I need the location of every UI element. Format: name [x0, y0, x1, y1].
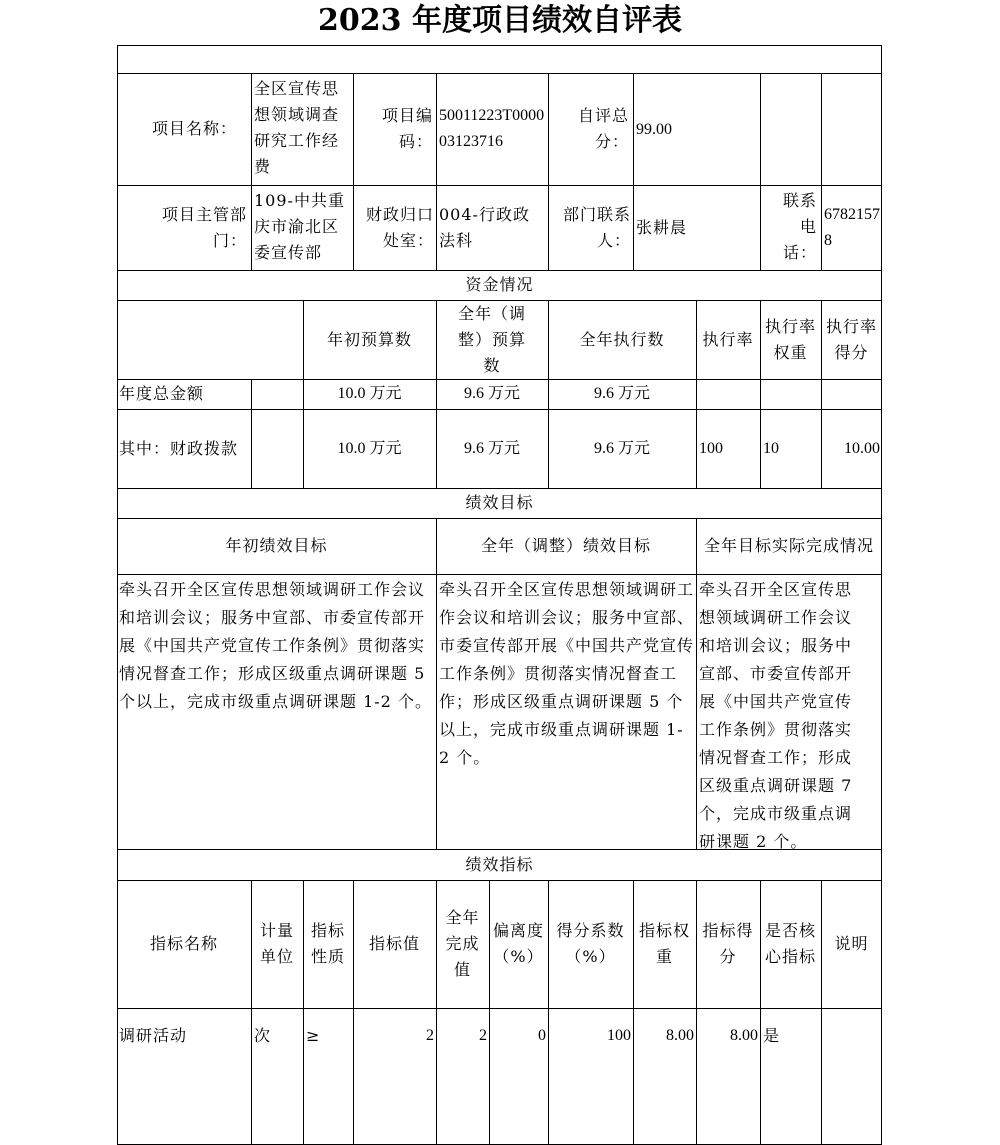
goals-section-title: 绩效目标 — [465, 493, 534, 512]
ind-header-core: 是否核心指标 — [764, 921, 816, 966]
project-name-label: 项目名称： — [151, 119, 237, 138]
score-label: 自评总分： — [577, 106, 629, 151]
funds-row-total-rate — [697, 379, 759, 409]
divider — [117, 1008, 882, 1009]
ind-header-score: 指标得分 — [702, 921, 754, 966]
goals-header-actual: 全年目标实际完成情况 — [703, 536, 874, 555]
ind-row-target: 2 — [426, 1027, 434, 1044]
score-value: 99.00 — [636, 121, 672, 138]
contact-label: 部门联系人： — [562, 204, 631, 250]
goals-header-initial: 年初绩效目标 — [225, 536, 328, 555]
divider — [251, 379, 252, 488]
funds-row-total-adjusted: 9.6 万元 — [463, 385, 520, 402]
ind-header-coef: 得分系数（%） — [556, 921, 625, 966]
dept-label: 项目主管部门： — [161, 204, 247, 250]
funds-header-score: 执行率得分 — [825, 316, 877, 362]
page-title: 2023 年度项目绩效自评表 — [318, 3, 682, 38]
ind-row-score: 8.00 — [730, 1027, 758, 1044]
funds-row-fiscal-weight: 10 — [763, 439, 779, 457]
ind-header-actual: 全年完成值 — [445, 908, 480, 979]
finance-value: 004-行政政法科 — [439, 204, 530, 250]
phone-label: 联系电话： — [782, 191, 817, 262]
funds-header-adjusted: 全年（调整）预算数 — [457, 303, 526, 375]
goals-actual-text: 牵头召开全区宣传思想领域调研工作会议和培训会议；服务中宣部、市委宣传部开展《中国共产党宣传工作条例》贯彻落实情况督查工作；形成区级重点调研课题 7 个，完成市级重点调研课题 2 个。 — [699, 580, 853, 851]
indicators-section-title: 绩效指标 — [465, 854, 534, 874]
funds-row-fiscal-executed: 9.6 万元 — [593, 439, 650, 457]
contact-value: 张耕晨 — [636, 217, 688, 237]
funds-row-total-label: 年度总金额 — [119, 384, 205, 403]
ind-row-name: 调研活动 — [119, 1026, 188, 1045]
funds-row-total-initial: 10.0 万元 — [337, 385, 402, 402]
funds-section-title: 资金情况 — [465, 275, 534, 294]
funds-header-weight: 执行率权重 — [764, 316, 816, 362]
evaluation-table — [117, 45, 882, 1145]
funds-row-fiscal-initial: 10.0 万元 — [337, 439, 402, 457]
ind-header-name: 指标名称 — [149, 934, 218, 953]
funds-row-total-weight — [761, 379, 820, 409]
divider — [760, 73, 761, 270]
funds-row-fiscal-label: 其中：财政拨款 — [119, 438, 239, 458]
ind-header-note: 说明 — [834, 934, 869, 953]
ind-row-note — [822, 1023, 882, 1053]
funds-header-rate: 执行率 — [702, 329, 754, 349]
phone-value: 67821578 — [824, 206, 880, 249]
ind-row-actual: 2 — [479, 1027, 487, 1044]
project-code-value: 50011223T000003123716 — [439, 107, 545, 150]
divider — [117, 574, 882, 575]
funds-row-fiscal-adjusted: 9.6 万元 — [463, 439, 520, 457]
dept-value: 109-中共重庆市渝北区委宣传部 — [254, 191, 345, 262]
ind-header-deviation: 偏离度（%） — [492, 921, 544, 966]
ind-row-nature: ≥ — [306, 1026, 321, 1045]
funds-row-total-score — [822, 379, 882, 409]
project-name-value: 全区宣传思想领域调查研究工作经费 — [254, 79, 340, 176]
ind-row-core: 是 — [763, 1026, 781, 1045]
finance-label: 财政归口处室： — [365, 204, 434, 250]
ind-header-unit: 计量单位 — [259, 921, 294, 966]
funds-row-total-executed: 9.6 万元 — [593, 385, 650, 402]
ind-header-nature: 指标性质 — [310, 921, 345, 966]
funds-header-initial: 年初预算数 — [326, 329, 412, 349]
goals-adjusted-text: 牵头召开全区宣传思想领域调研工作会议和培训会议；服务中宣部、市委宣传部开展《中国共产党宣传工作条例》贯彻落实情况督查工作；形成区级重点调研课题 5 个以上，完成市级重点调研课题 1-2 个。 — [439, 580, 695, 767]
goals-initial-text: 牵头召开全区宣传思想领域调研工作会议和培训会议；服务中宣部、市委宣传部开展《中国共产党宣传工作条例》贯彻落实情况督查工作；形成区级重点调研课题 5 个以上，完成市级重点调研课题 1-2 个。 — [119, 580, 432, 711]
ind-header-target: 指标值 — [368, 934, 420, 953]
funds-row-fiscal-rate: 100 — [699, 439, 723, 457]
ind-row-deviation: 0 — [538, 1027, 546, 1044]
ind-header-weight: 指标权重 — [638, 921, 690, 966]
project-code-label: 项目编码： — [381, 106, 433, 151]
funds-row-fiscal-score: 10.00 — [844, 439, 880, 457]
funds-header-executed: 全年执行数 — [579, 329, 665, 349]
goals-header-adjusted: 全年（调整）绩效目标 — [480, 536, 651, 555]
ind-row-weight: 8.00 — [666, 1027, 694, 1044]
ind-row-coef: 100 — [607, 1027, 631, 1044]
ind-row-unit: 次 — [254, 1026, 272, 1045]
